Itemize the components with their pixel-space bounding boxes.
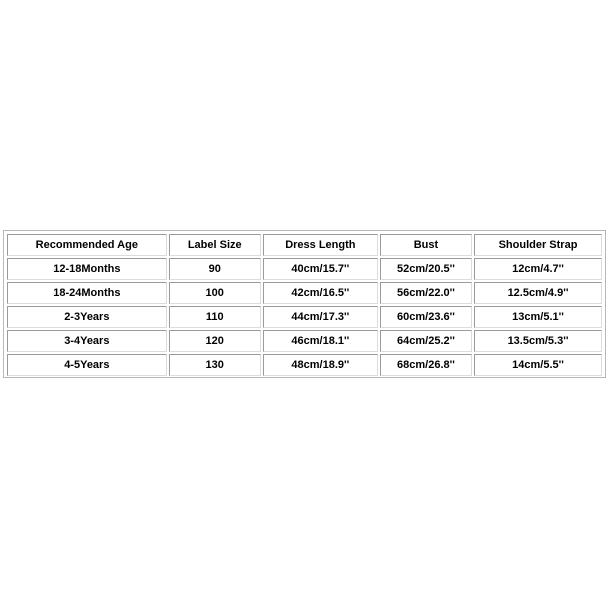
cell-bust: 60cm/23.6'' (380, 306, 472, 328)
cell-recommended-age: 12-18Months (7, 258, 167, 280)
header-recommended-age: Recommended Age (7, 234, 167, 256)
cell-label-size: 90 (169, 258, 261, 280)
cell-bust: 64cm/25.2'' (380, 330, 472, 352)
table-header-row (7, 234, 602, 256)
cell-recommended-age: 3-4Years (7, 330, 167, 352)
cell-recommended-age: 2-3Years (7, 306, 167, 328)
cell-bust: 68cm/26.8'' (380, 354, 472, 376)
header-label-size: Label Size (169, 234, 261, 256)
cell-label-size: 100 (169, 282, 261, 304)
header-dress-length: Dress Length (263, 234, 378, 256)
cell-bust: 56cm/22.0'' (380, 282, 472, 304)
cell-recommended-age: 4-5Years (7, 354, 167, 376)
cell-label-size: 120 (169, 330, 261, 352)
table-row (7, 354, 602, 376)
cell-shoulder-strap: 12cm/4.7'' (474, 258, 602, 280)
size-chart-table (3, 230, 606, 378)
cell-dress-length: 44cm/17.3'' (263, 306, 378, 328)
header-bust: Bust (380, 234, 472, 256)
table-row (7, 258, 602, 280)
table-row (7, 282, 602, 304)
cell-dress-length: 42cm/16.5'' (263, 282, 378, 304)
cell-shoulder-strap: 13cm/5.1'' (474, 306, 602, 328)
cell-label-size: 130 (169, 354, 261, 376)
table-row (7, 306, 602, 328)
cell-label-size: 110 (169, 306, 261, 328)
cell-dress-length: 40cm/15.7'' (263, 258, 378, 280)
cell-shoulder-strap: 14cm/5.5'' (474, 354, 602, 376)
cell-dress-length: 46cm/18.1'' (263, 330, 378, 352)
cell-recommended-age: 18-24Months (7, 282, 167, 304)
cell-shoulder-strap: 13.5cm/5.3'' (474, 330, 602, 352)
table-row (7, 330, 602, 352)
cell-shoulder-strap: 12.5cm/4.9'' (474, 282, 602, 304)
cell-dress-length: 48cm/18.9'' (263, 354, 378, 376)
size-table (5, 232, 604, 378)
cell-bust: 52cm/20.5'' (380, 258, 472, 280)
header-shoulder-strap: Shoulder Strap (474, 234, 602, 256)
